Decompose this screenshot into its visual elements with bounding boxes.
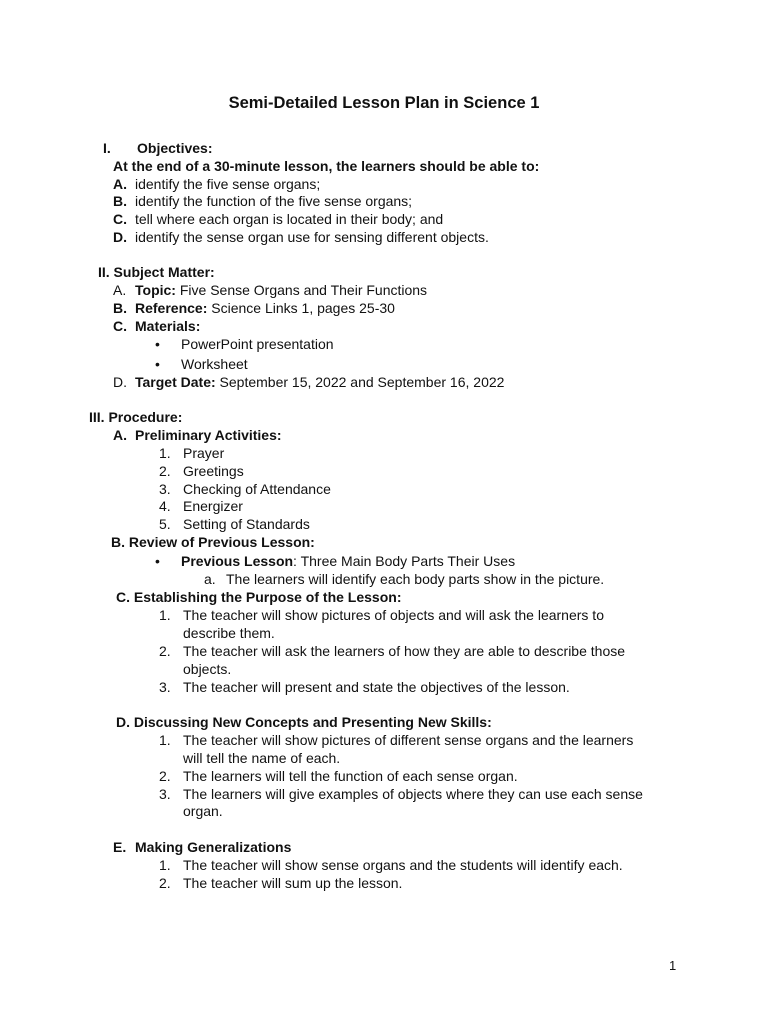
item-number: 1. — [159, 445, 171, 461]
new-concepts-text: The learners will give examples of objects where they can use each sense — [183, 786, 643, 802]
objective-marker: C. — [113, 211, 127, 227]
preliminary-marker: A. — [113, 427, 127, 443]
objective-text: identify the function of the five sense organs; — [135, 193, 413, 209]
topic-label: Topic: — [135, 282, 176, 298]
preliminary-item — [159, 480, 331, 498]
material-text: PowerPoint presentation — [181, 336, 334, 352]
purpose-text: The teacher will ask the learners of how they are able to describe those — [183, 643, 626, 659]
purpose-heading: C. Establishing the Purpose of the Lesson: — [116, 589, 402, 605]
materials-row — [113, 317, 200, 335]
review-bullet-label: Previous Lesson — [181, 553, 294, 569]
purpose-item — [159, 678, 570, 696]
new-concepts-item — [159, 785, 643, 803]
preliminary-heading-text: Preliminary Activities: — [135, 427, 282, 443]
objective-item — [113, 210, 443, 228]
reference-marker: B. — [113, 300, 127, 316]
bullet-icon: • — [155, 356, 160, 372]
topic-value: Five Sense Organs and Their Functions — [179, 282, 428, 298]
target-date-row — [113, 373, 504, 391]
target-date-value: September 15, 2022 and September 16, 2022 — [219, 374, 505, 390]
subject-matter-heading: II. Subject Matter: — [98, 264, 215, 280]
objective-text: tell where each organ is located in their body; and — [135, 211, 444, 227]
new-concepts-text: The teacher will show pictures of different sense organs and the learners — [183, 732, 634, 748]
document-title: Semi-Detailed Lesson Plan in Science 1 — [228, 94, 540, 112]
purpose-item — [159, 606, 604, 624]
item-number: 2. — [159, 768, 171, 784]
bullet-icon: • — [155, 553, 160, 569]
generalizations-heading — [113, 838, 291, 856]
item-number: 2. — [159, 463, 171, 479]
preliminary-text: Greetings — [183, 463, 244, 479]
reference-row — [113, 299, 395, 317]
target-date-label: Target Date: — [135, 374, 216, 390]
review-bullet-value: : Three Main Body Parts Their Uses — [293, 553, 516, 569]
new-concepts-item — [159, 767, 518, 785]
objectives-roman: I. — [103, 140, 111, 156]
topic-row — [113, 281, 427, 299]
purpose-item — [159, 642, 625, 660]
item-number: 1. — [159, 857, 171, 873]
material-item — [155, 335, 334, 353]
new-concepts-text-cont: organ. — [183, 803, 223, 819]
material-item — [155, 355, 248, 373]
item-number: 3. — [159, 786, 171, 802]
reference-value: Science Links 1, pages 25-30 — [211, 300, 395, 316]
objectives-heading-text: Objectives: — [137, 140, 213, 156]
preliminary-item — [159, 444, 224, 462]
generalizations-text: The teacher will sum up the lesson. — [183, 875, 403, 891]
preliminary-item — [159, 515, 310, 533]
preliminary-item — [159, 497, 243, 515]
new-concepts-item — [159, 731, 633, 749]
item-number: 5. — [159, 516, 171, 532]
objective-text: identify the sense organ use for sensing different objects. — [135, 229, 489, 245]
review-bullet — [155, 552, 515, 570]
item-number: 2. — [159, 875, 171, 891]
purpose-text: The teacher will show pictures of objects and will ask the learners to — [183, 607, 604, 623]
review-sub-text: The learners will identify each body parts show in the picture. — [226, 571, 605, 587]
generalizations-item — [159, 856, 623, 874]
objective-marker: D. — [113, 229, 127, 245]
generalizations-item — [159, 874, 402, 892]
generalizations-marker: E. — [113, 839, 127, 855]
procedure-heading: III. Procedure: — [89, 409, 183, 425]
review-subitem — [204, 570, 604, 588]
purpose-text: The teacher will present and state the objectives of the lesson. — [183, 679, 570, 695]
page-number: 1 — [669, 958, 677, 973]
item-number: 1. — [159, 607, 171, 623]
purpose-text-cont: describe them. — [183, 625, 275, 641]
purpose-text-cont: objects. — [183, 661, 232, 677]
preliminary-text: Checking of Attendance — [183, 481, 331, 497]
preliminary-text: Setting of Standards — [183, 516, 310, 532]
new-concepts-heading: D. Discussing New Concepts and Presenting New Skills: — [116, 714, 492, 730]
preliminary-item — [159, 462, 244, 480]
item-number: 4. — [159, 498, 171, 514]
objectives-intro: At the end of a 30-minute lesson, the learners should be able to: — [113, 158, 540, 174]
material-text: Worksheet — [181, 356, 248, 372]
preliminary-text: Energizer — [183, 498, 243, 514]
objective-marker: B. — [113, 193, 127, 209]
new-concepts-text-cont: will tell the name of each. — [183, 750, 341, 766]
objective-text: identify the five sense organs; — [135, 176, 321, 192]
generalizations-heading-text: Making Generalizations — [135, 839, 292, 855]
reference-label: Reference: — [135, 300, 208, 316]
generalizations-text: The teacher will show sense organs and the students will identify each. — [183, 857, 623, 873]
item-number: 3. — [159, 481, 171, 497]
materials-label: Materials: — [135, 318, 201, 334]
item-number: 2. — [159, 643, 171, 659]
topic-marker: A. — [113, 282, 127, 298]
preliminary-text: Prayer — [183, 445, 225, 461]
review-heading: B. Review of Previous Lesson: — [111, 534, 315, 550]
bullet-icon: • — [155, 336, 160, 352]
materials-marker: C. — [113, 318, 127, 334]
target-date-marker: D. — [113, 374, 127, 390]
objective-item — [113, 228, 489, 246]
item-number: 3. — [159, 679, 171, 695]
objectives-heading — [103, 139, 212, 157]
objective-item — [113, 175, 320, 193]
review-sub-marker: a. — [204, 571, 216, 587]
new-concepts-text: The learners will tell the function of each sense organ. — [183, 768, 518, 784]
objective-marker: A. — [113, 176, 127, 192]
preliminary-heading — [113, 426, 282, 444]
item-number: 1. — [159, 732, 171, 748]
objective-item — [113, 192, 412, 210]
